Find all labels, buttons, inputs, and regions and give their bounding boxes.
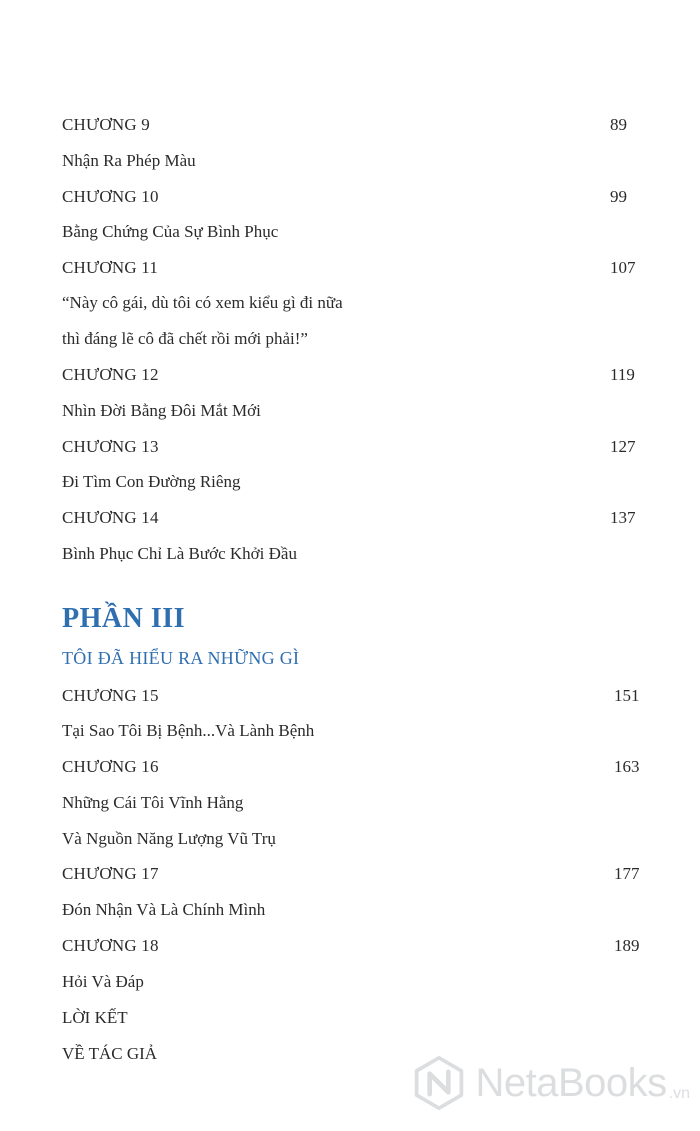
chapter-9-title: Nhận Ra Phép Màu bbox=[62, 151, 196, 170]
chapter-9-label: CHƯƠNG 9 bbox=[62, 115, 150, 134]
chapter-12-label: CHƯƠNG 12 bbox=[62, 365, 159, 384]
chapter-17-page: 177 bbox=[614, 864, 640, 883]
chapter-14-title: Bình Phục Chỉ Là Bước Khởi Đầu bbox=[62, 544, 297, 563]
chapter-11-page: 107 bbox=[610, 258, 636, 277]
chapter-11-title-line2: thì đáng lẽ cô đã chết rồi mới phải!” bbox=[62, 329, 308, 348]
part-3-subtitle: TÔI ĐÃ HIỂU RA NHỮNG GÌ bbox=[62, 648, 300, 668]
epilogue-entry: LỜI KẾT bbox=[62, 1008, 128, 1027]
chapter-16-label: CHƯƠNG 16 bbox=[62, 757, 159, 776]
watermark-tld: .vn bbox=[668, 1085, 690, 1102]
chapter-18-label: CHƯƠNG 18 bbox=[62, 936, 159, 955]
chapter-15-page: 151 bbox=[614, 686, 640, 705]
chapter-12-page: 119 bbox=[610, 365, 635, 384]
chapter-10-page: 99 bbox=[610, 187, 627, 206]
chapter-13-label: CHƯƠNG 13 bbox=[62, 437, 159, 456]
chapter-17-label: CHƯƠNG 17 bbox=[62, 864, 159, 883]
chapter-16-page: 163 bbox=[614, 757, 640, 776]
chapter-15-title: Tại Sao Tôi Bị Bệnh...Và Lành Bệnh bbox=[62, 721, 315, 740]
part-3-heading: PHẦN III bbox=[62, 603, 186, 634]
chapter-14-label: CHƯƠNG 14 bbox=[62, 508, 159, 527]
chapter-18-title: Hỏi Và Đáp bbox=[62, 972, 144, 991]
netabooks-logo-icon bbox=[411, 1055, 467, 1111]
chapter-16-title-line1: Những Cái Tôi Vĩnh Hằng bbox=[62, 793, 244, 812]
chapter-15-label: CHƯƠNG 15 bbox=[62, 686, 159, 705]
chapter-9-page: 89 bbox=[610, 115, 627, 134]
chapter-18-page: 189 bbox=[614, 936, 640, 955]
chapter-13-page: 127 bbox=[610, 437, 636, 456]
chapter-11-label: CHƯƠNG 11 bbox=[62, 258, 159, 277]
chapter-13-title: Đi Tìm Con Đường Riêng bbox=[62, 472, 241, 491]
chapter-14-page: 137 bbox=[610, 508, 636, 527]
about-author-entry: VỀ TÁC GIẢ bbox=[62, 1044, 158, 1063]
watermark-brand: NetaBooks bbox=[475, 1060, 667, 1105]
chapter-17-title: Đón Nhận Và Là Chính Mình bbox=[62, 900, 266, 919]
chapter-10-title: Bằng Chứng Của Sự Bình Phục bbox=[62, 222, 279, 241]
chapter-16-title-line2: Và Nguồn Năng Lượng Vũ Trụ bbox=[62, 829, 276, 848]
chapter-11-title-line1: “Này cô gái, dù tôi có xem kiểu gì đi nữa bbox=[62, 293, 343, 312]
chapter-10-label: CHƯƠNG 10 bbox=[62, 187, 159, 206]
netabooks-watermark bbox=[411, 1055, 690, 1111]
chapter-12-title: Nhìn Đời Bằng Đôi Mắt Mới bbox=[62, 401, 261, 420]
